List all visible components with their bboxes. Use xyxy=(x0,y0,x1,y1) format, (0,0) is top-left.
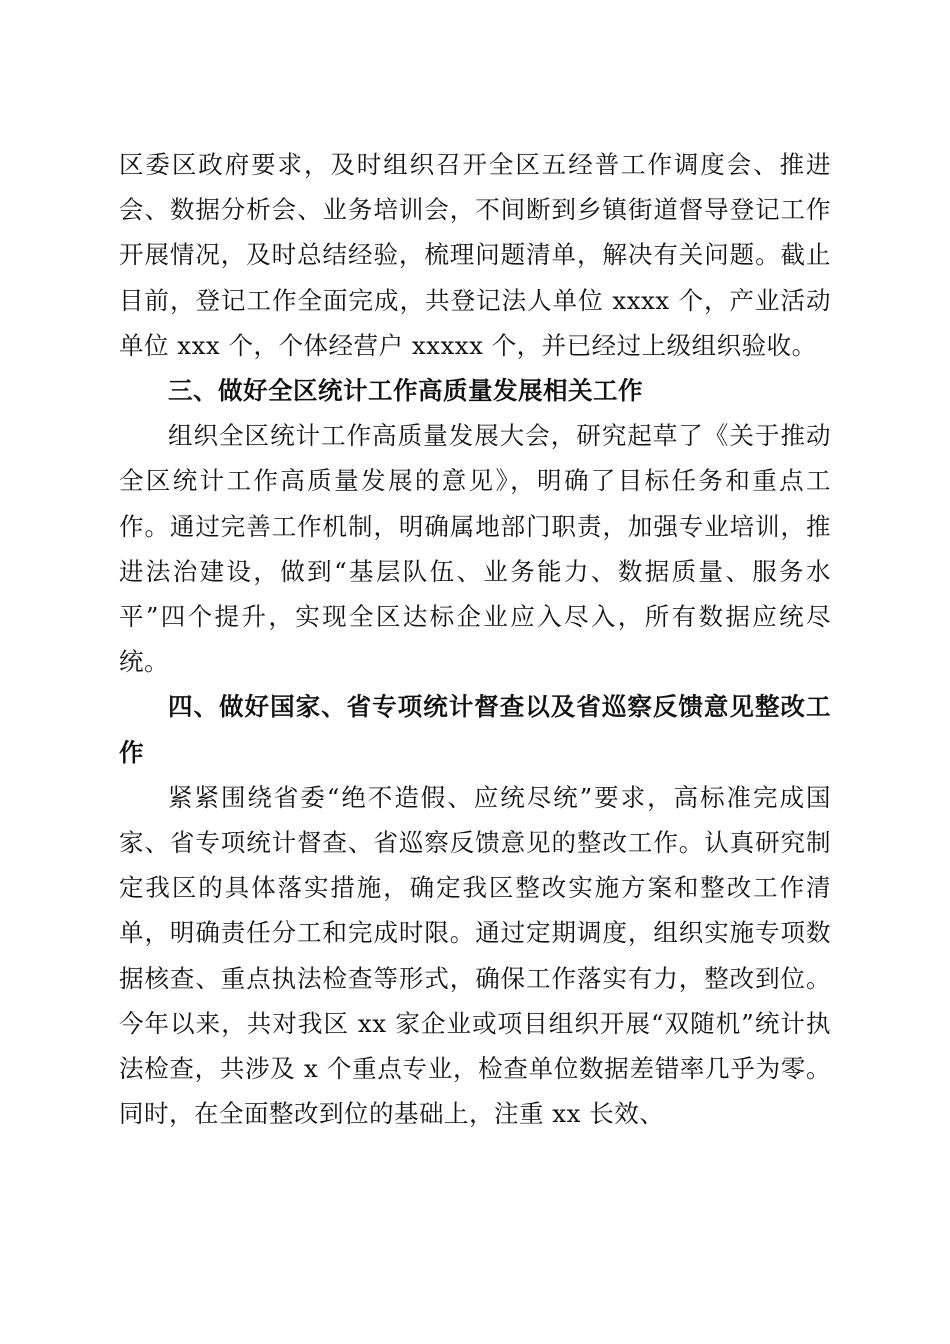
section-3-body: 组织全区统计工作高质量发展大会，研究起草了《关于推动全区统计工作高质量发展的意见》，明确了目标任务和重点工作。通过完善工作机制，明确属地部门职责，加强专业培训，推进法治建设，做到“基层队伍、业务能力、数据质量、服务水平”四个提升，实现全区达标企业应入尽入，所有数据应统尽统。 xyxy=(119,421,831,677)
section-4-heading: 四、做好国家、省专项统计督查以及省巡察反馈意见整改工作 xyxy=(119,692,831,767)
document-body xyxy=(119,142,831,1136)
section-3-heading: 三、做好全区统计工作高质量发展相关工作 xyxy=(168,376,643,406)
section-4-body: 紧紧围绕省委“绝不造假、应统尽统”要求，高标准完成国家、省专项统计督查、省巡察反馈意见的整改工作。认真研究制定我区的具体落实措施，确定我区整改实施方案和整改工作清单，明确责任分工和完成时限。通过定期调度，组织实施专项数据核查、重点执法检查等形式，确保工作落实有力，整改到位。今年以来，共对我区 xx 家企业或项目组织开展“双随机”统计执法检查，共涉及 x 个重点专业，检查单位数据差错率几乎为零。同时，在全面整改到位的基础上，注重 xx 长效、 xyxy=(119,782,831,1129)
continued-paragraph: 区委区政府要求，及时组织召开全区五经普工作调度会、推进会、数据分析会、业务培训会，不间断到乡镇街道督导登记工作开展情况，及时总结经验，梳理问题清单，解决有关问题。截止目前，登记工作全面完成，共登记法人单位 xxxx 个，产业活动单位 xxx 个，个体经营户 xxxxx 个，并已经过上级组织验收。 xyxy=(119,150,831,360)
